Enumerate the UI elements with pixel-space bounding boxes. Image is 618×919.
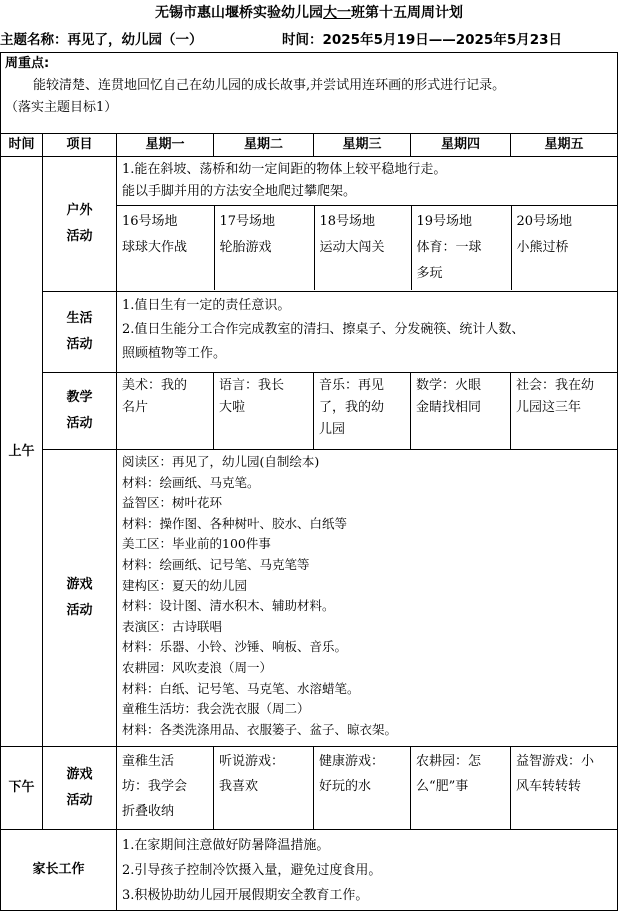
outdoor-friday-line1: 20号场地 [516,214,573,229]
life-label-2: 活动 [66,337,93,352]
game-line: 材料：绘画纸、记号笔、马克笔等 [122,556,310,572]
col-header-tuesday: 星期二 [214,134,314,157]
title-class: 大一 [323,5,351,21]
afternoon-tuesday [214,747,314,830]
life-line-3: 照顾植物等工作。 [122,346,227,361]
afternoon-monday [117,747,214,830]
game-line: 美工区：毕业前的100件事 [122,536,271,552]
outdoor-monday-line1: 16号场地 [122,214,178,229]
life-line-2: 2.值日生能分工合作完成教室的清扫、擦桌子、分发碗筷、统计人数、 [122,322,525,337]
col-header-item: 项目 [43,134,117,157]
outdoor-label [43,157,117,292]
afternoon-thursday-line1: 农耕园：怎 [416,754,482,769]
teaching-friday-line2: 儿园这三年 [516,400,582,415]
teaching-monday-line1: 美术：我的 [122,378,188,393]
outdoor-label-2: 活动 [66,229,93,244]
theme-name: 主题名称：再见了，幼儿园（一） [0,32,203,48]
teaching-monday [117,373,214,450]
outdoor-wednesday-line1: 18号场地 [319,214,376,229]
header-row [1,134,618,157]
life-line-1: 1.值日生有一定的责任意识。 [122,298,291,313]
life-label [43,292,117,373]
outdoor-tuesday-line2: 轮胎游戏 [219,240,272,255]
afternoon-monday-line3: 折叠收纳 [122,804,175,819]
col-header-monday: 星期一 [117,134,214,157]
game-line: 童稚生活坊：我会洗衣服（周二） [122,701,310,717]
outdoor-tuesday-line1: 17号场地 [219,214,276,229]
teaching-label-2: 活动 [66,416,93,431]
title-school: 无锡市惠山堰桥实验幼儿园 [155,5,323,21]
outdoor-friday-line2: 小熊过桥 [516,240,569,255]
afternoon-wednesday-line1: 健康游戏： [319,754,385,769]
parents-line-3: 3.积极协助幼儿园开展假期安全教育工作。 [122,888,369,903]
afternoon-tuesday-line2: 我喜欢 [219,779,259,794]
afternoon-tuesday-line1: 听说游戏： [219,754,285,769]
col-header-friday: 星期五 [511,134,618,157]
teaching-tuesday-line1: 语言：我长 [219,378,285,393]
afternoon-label: 下午 [1,747,43,830]
afternoon-monday-line2: 坊：我学会 [122,779,188,794]
game-label-2: 活动 [66,603,93,618]
game-line: 阅读区：再见了，幼儿园(自制绘本) [122,454,320,469]
afternoon-monday-line1: 童稚生活 [122,754,175,769]
outdoor-goal-2: 能以手脚并用的方法安全地爬过攀爬架。 [122,184,357,199]
parents-content [117,830,618,911]
col-header-wednesday: 星期三 [314,134,411,157]
date-range: 时间：2025年5月19日——2025年5月23日 [282,32,563,48]
outdoor-monday-line2: 球球大作战 [122,240,188,255]
teaching-wednesday-line1: 音乐：再见 [319,378,385,393]
game-line: 材料：白纸、记号笔、马克笔、水溶蜡笔。 [122,680,360,696]
col-header-time: 时间 [1,134,43,157]
outdoor-tuesday [214,206,314,291]
teaching-thursday-line1: 数学：火眼 [416,378,482,393]
outdoor-days [117,205,618,290]
outdoor-thursday-line2: 体育：一球 [416,240,482,255]
outdoor-content [117,157,618,292]
outdoor-goal-1: 1.能在斜坡、荡桥和幼一定间距的物体上较平稳地行走。 [122,162,447,177]
morning-label: 上午 [1,157,43,747]
afternoon-game-label [43,747,117,830]
game-content [117,450,618,747]
week-focus-text: 能较清楚、连贯地回忆自己在幼儿园的成长故事,并尝试用连环画的形式进行记录。 [33,78,506,93]
outdoor-wednesday [314,206,411,291]
col-header-thursday: 星期四 [411,134,511,157]
teaching-tuesday-line2: 大啦 [219,400,246,415]
teaching-wednesday-line2: 了，我的幼 [319,400,385,415]
teaching-label [43,373,117,450]
afternoon-wednesday-line2: 好玩的水 [319,779,372,794]
outdoor-friday [511,206,618,291]
teaching-thursday [411,373,511,450]
game-line: 材料：操作图、各种树叶、胶水、白纸等 [122,515,348,531]
game-line: 建构区：夏天的幼儿园 [122,577,248,593]
outdoor-thursday [411,206,511,291]
life-content [117,292,618,373]
game-line: 材料：各类洗涤用品、衣服篓子、盆子、晾衣架。 [122,721,398,737]
parents-line-1: 1.在家期间注意做好防暑降温措施。 [122,838,330,853]
afternoon-thursday [411,747,511,830]
afternoon-friday-line1: 益智游戏：小 [516,754,595,769]
afternoon-game-label-1: 游戏 [66,767,93,782]
game-line: 农耕园：风吹麦浪（周一） [122,659,273,675]
afternoon-thursday-line2: 么“肥”事 [416,779,469,794]
teaching-monday-line2: 名片 [122,400,149,415]
afternoon-friday [511,747,618,830]
parents-line-2: 2.引导孩子控制冷饮摄入量，避免过度食用。 [122,863,382,878]
subtitle-row [0,28,618,48]
outdoor-thursday-line3: 多玩 [416,266,443,281]
outdoor-monday [117,206,214,291]
teaching-label-1: 教学 [66,390,93,405]
game-line: 材料：乐器、小铃、沙锤、响板、音乐。 [122,639,348,655]
outdoor-thursday-line1: 19号场地 [416,214,473,229]
outdoor-wednesday-line2: 运动大闯关 [319,240,385,255]
teaching-tuesday [214,373,314,450]
week-focus-note: （落实主题目标1） [5,100,118,115]
teaching-wednesday-line3: 儿园 [319,422,346,437]
weekly-plan-table [0,52,618,911]
outdoor-label-1: 户外 [66,203,93,218]
week-focus-cell [1,53,618,134]
document-title [0,2,618,22]
teaching-wednesday [314,373,411,450]
game-line: 材料：绘画纸、马克笔。 [122,474,260,490]
afternoon-friday-line2: 风车转转转 [516,779,582,794]
life-label-1: 生活 [66,311,93,326]
parents-label: 家长工作 [1,830,117,911]
afternoon-game-label-2: 活动 [66,793,93,808]
game-label [43,450,117,747]
title-week: 班第十五周周计划 [351,5,463,21]
teaching-thursday-line2: 金睛找相同 [416,400,482,415]
teaching-friday [511,373,618,450]
game-label-1: 游戏 [66,577,93,592]
game-line: 表演区：古诗联唱 [122,618,223,634]
teaching-friday-line1: 社会：我在幼 [516,378,595,393]
week-focus-label: 周重点: [5,56,50,71]
afternoon-wednesday [314,747,411,830]
game-line: 材料：设计图、清水积木、辅助材料。 [122,598,335,614]
game-line: 益智区：树叶花环 [122,495,223,511]
